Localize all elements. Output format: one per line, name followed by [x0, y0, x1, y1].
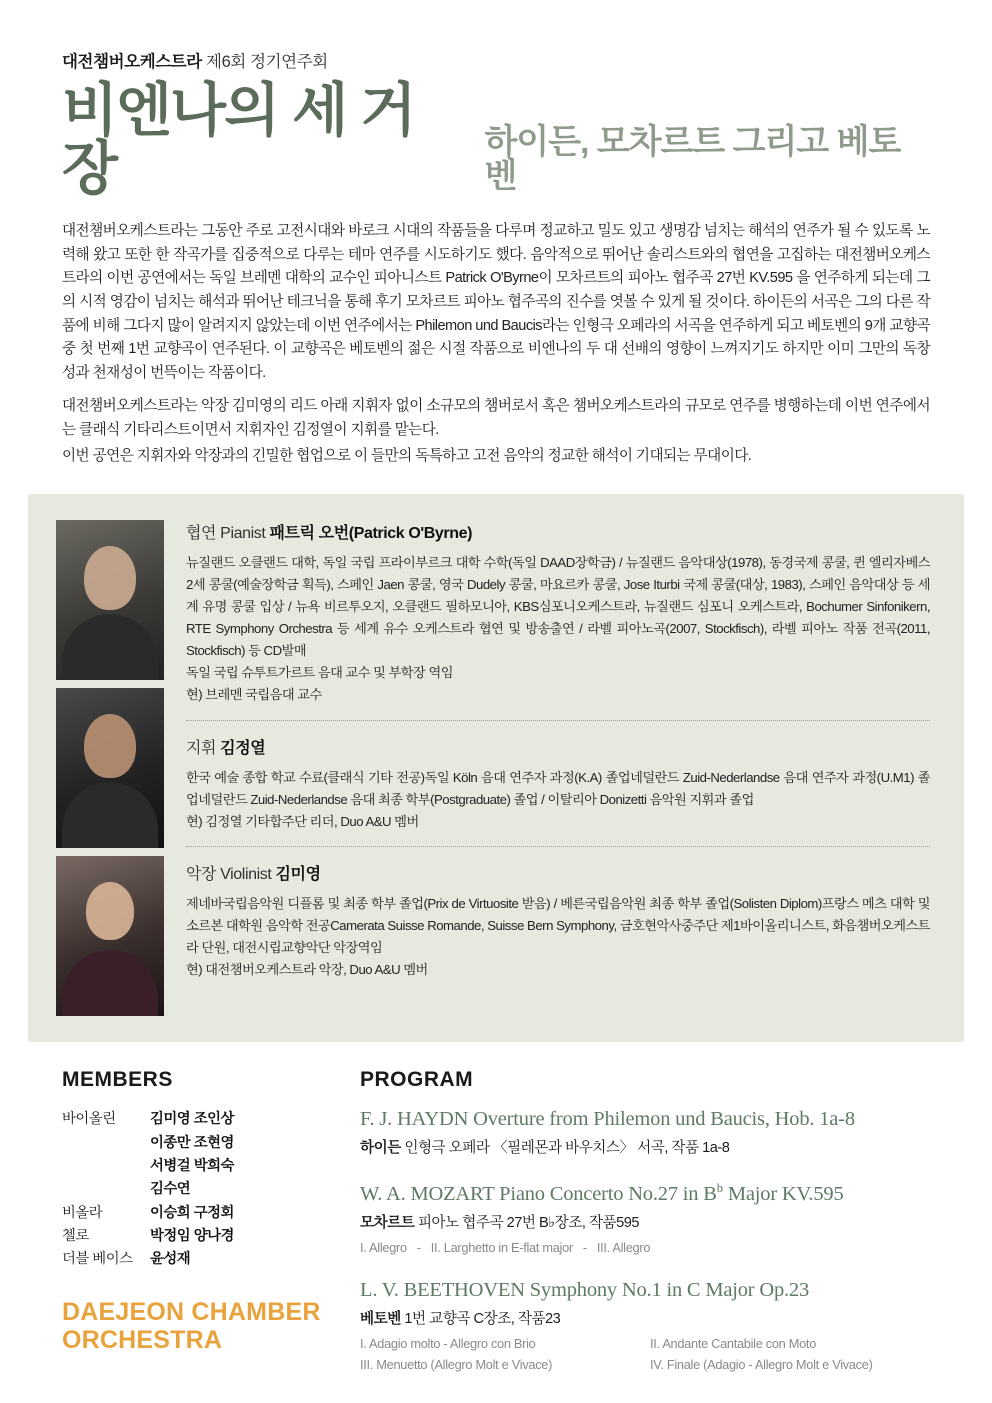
kicker-organization: 대전챔버오케스트라 — [62, 53, 202, 71]
portrait-body — [62, 950, 158, 1016]
portrait-body — [62, 614, 158, 680]
work-subtitle-kr: 1번 교향곡 C장조, 작품23 — [404, 1311, 561, 1328]
member-names: 김수연 — [150, 1181, 191, 1198]
member-part-label: 비올라 — [62, 1204, 103, 1221]
artist-role-en: Violinist — [220, 866, 272, 884]
artist-bio — [186, 767, 930, 833]
member-names: 김미영 조인상 — [150, 1111, 234, 1128]
member-part-label: 바이올린 — [62, 1111, 116, 1128]
program-work-mozart — [360, 1181, 952, 1255]
logo-line-1: DAEJEON CHAMBER — [62, 1297, 321, 1326]
artist-bio — [186, 893, 930, 981]
member-names: 박정임 양나경 — [150, 1228, 234, 1245]
artists-panel — [28, 494, 964, 1042]
work-title-en-post: Major KV.595 — [722, 1183, 844, 1206]
movement-separator: - — [582, 1240, 587, 1256]
artist-bio-line: 현) 대전챔버오케스트라 악장, Duo A&U 멤버 — [186, 962, 428, 978]
artist-bio-main: 뉴질랜드 오클랜드 대학, 독일 국립 프라이부르크 대학 수학(독일 DAAD장학금) / 뉴질랜드 음악대상(1978), 동경국제 콩쿨, 퀸 엘리자베스 2세 콩쿨(예술장학금 획득), 스페인 Jaen 콩쿨, 영국 Dudely 콩쿨, 마요르카 콩쿨, Jose Iturbi 국제 콩쿨(대상, 1983), 스페인 음악대상 등 세계 유명 콩쿨 입상 / 뉴욕 비르투오지, 오클랜드 필하모니아, KBS심포니오케스트라, 뉴질랜드 심포니 오케스트라, Bochumer Sinfonikern, RTE Symphony Orchestra 등 세계 유수 오케스트라 협연 및 방송출연 / 라벨 피아노곡(2007, Stockfisch), 라벨 피아노 작품 전곡(2011, Stockfisch) 등 CD발매 — [186, 555, 930, 659]
members-section — [62, 1068, 330, 1396]
artist-heading — [186, 520, 930, 543]
movement: II. Andante Cantabile con Moto — [650, 1336, 817, 1352]
work-subtitle-kr: 인형극 오페라 〈필레몬과 바우치스〉 서곡, 작품 1a-8 — [404, 1140, 730, 1157]
member-row — [62, 1225, 330, 1248]
member-part-label: 더블 베이스 — [62, 1251, 133, 1268]
artist-bio-main: 제네바국립음악원 디플롬 및 최종 학부 졸업(Prix de Virtuosite 받음) / 베른국립음악원 최종 학부 졸업(Solisten Diplom)프랑스 메츠 대학 및 소르본 대학원 음악학 전공Camerata Suisse Romande, Suisse Bern Symphony, 금호현악사중주단 제1바이올리니스트, 화음챔버오케스트라 단원, 대전시립교향악단 악장역임 — [186, 896, 930, 956]
work-title-flat-superscript: b — [716, 1181, 723, 1196]
portrait-conductor — [56, 688, 164, 848]
artist-role-en: Pianist — [220, 525, 266, 543]
movement-separator: - — [416, 1240, 421, 1256]
member-names: 윤성재 — [150, 1251, 191, 1268]
member-row — [62, 1178, 330, 1201]
artist-name: 패트릭 오번(Patrick O'Byrne) — [269, 525, 473, 543]
artist-bio-line: 현) 브레멘 국립음대 교수 — [186, 686, 322, 702]
movement: I. Allegro — [360, 1240, 407, 1256]
artist-bio-line: 독일 국립 슈투트가르트 음대 교수 및 부학장 역임 — [186, 664, 453, 680]
portrait-pianist — [56, 520, 164, 680]
program-work-beethoven — [360, 1279, 952, 1372]
portrait-face — [84, 546, 136, 610]
artist-bio-column — [164, 520, 930, 1016]
artist-heading — [186, 861, 930, 884]
work-subtitle-kr: 피아노 협주곡 27번 B♭장조, 작품595 — [417, 1215, 639, 1232]
portrait-face — [84, 714, 136, 778]
artist-bio-line: 현) 김정열 기타합주단 리더, Duo A&U 멤버 — [186, 813, 419, 829]
work-title-kr — [360, 1211, 952, 1232]
work-title-en: F. J. HAYDN Overture from Philemon und Baucis, Hob. 1a-8 — [360, 1108, 855, 1131]
artist-name: 김정열 — [220, 739, 266, 757]
movement: III. Menuetto (Allegro Molt e Vivace) — [360, 1357, 553, 1373]
artist-bio-main: 한국 예술 종합 학교 수료(클래식 기타 전공)독일 Köln 음대 연주자 과정(K.A) 졸업네덜란드 Zuid-Nederlandse 음대 연주자 과정(U.M1) 졸업네덜란드 Zuid-Nederlandse 음대 최종 학부(Postgraduate) 졸업 / 이탈리아 Donizetti 음악원 지휘과 졸업 — [186, 769, 930, 807]
member-names: 이종만 조현영 — [150, 1134, 234, 1151]
portrait-body — [62, 782, 158, 848]
program-work-haydn — [360, 1108, 952, 1157]
kicker-edition: 제6회 정기연주회 — [206, 53, 328, 71]
artist-entry-pianist — [186, 520, 930, 715]
page-subtitle: 하이든, 모차르트 그리고 베토벤 — [484, 123, 901, 195]
artist-role-kr: 악장 — [186, 866, 217, 884]
member-names: 서병걸 박희숙 — [150, 1158, 234, 1175]
artist-entry-concertmaster — [186, 846, 930, 991]
intro-paragraph-1: 대전챔버오케스트라는 그동안 주로 고전시대와 바로크 시대의 작품들을 다루며 정교하고 밀도 있고 생명감 넘치는 해석의 연주가 될 수 있도록 노력해 왔고 또한 한 작곡가를 집중적으로 다루는 테마 연주를 시도하기도 했다. 음악적으로 뛰어난 솔리스트와의 협연을 고집하는 대전챔버오케스트라의 이번 공연에서는 독일 브레멘 대학의 교수인 피아니스트 Patrick O'Byrne이 모차르트의 피아노 협주곡 27번 KV.595 을 연주하게 되는데 그의 시적 영감이 넘치는 해석과 뛰어난 테크닉을 통해 후기 모차르트 피아노 협주곡의 진수를 엿볼 수 있게 될 것이다. 하이든의 서곡은 그의 다른 작품에 비해 그다지 많이 알려지지 않았는데 이번 연주에서는 Philemon und Baucis라는 인형극 오페라의 서곡을 연주하게 되고 베토벤의 9개 교향곡 중 첫 번째 1번 교향곡이 연주된다. 이 교향곡은 베토벤의 젊은 시절 작품으로 비엔나의 두 대 선배의 영향이 느껴지기도 하지만 이미 그만의 독창성과 천재성이 번뜩이는 작품이다. — [62, 223, 930, 381]
artist-bio — [186, 552, 930, 705]
work-composer-kr: 모차르트 — [360, 1215, 415, 1232]
header — [0, 0, 992, 201]
intro-paragraph-3: 이번 공연은 지휘자와 악장과의 긴밀한 협업으로 이 들만의 독특하고 고전 음악의 정교한 해석이 기대되는 무대이다. — [62, 447, 752, 464]
member-row — [62, 1132, 330, 1155]
work-composer-kr: 베토벤 — [360, 1311, 401, 1328]
member-part-label: 첼로 — [62, 1228, 89, 1245]
work-composer-kr: 하이든 — [360, 1140, 401, 1157]
work-title-kr — [360, 1307, 952, 1328]
artist-photo-column — [56, 520, 164, 1016]
member-names: 이승희 구정회 — [150, 1204, 234, 1221]
logo-line-2: ORCHESTRA — [62, 1325, 223, 1354]
bottom-section — [0, 1042, 992, 1396]
member-row — [62, 1202, 330, 1225]
portrait-face — [86, 882, 134, 940]
movement: II. Larghetto in E-flat major — [430, 1240, 573, 1256]
page-title: 비엔나의 세 거장 — [62, 78, 415, 201]
work-movements — [360, 1240, 952, 1255]
work-movements — [360, 1336, 952, 1372]
kicker — [62, 48, 930, 72]
artist-name: 김미영 — [275, 866, 321, 884]
title-row — [62, 78, 930, 201]
member-row — [62, 1248, 330, 1271]
work-title-en: L. V. BEETHOVEN Symphony No.1 in C Major Op.23 — [360, 1279, 810, 1302]
members-title: MEMBERS — [62, 1068, 173, 1092]
artist-entry-conductor — [186, 720, 930, 843]
artist-heading — [186, 735, 930, 758]
artist-role-kr: 협연 — [186, 525, 217, 543]
portrait-concertmaster — [56, 856, 164, 1016]
program-section — [350, 1068, 952, 1396]
movement: III. Allegro — [596, 1240, 651, 1256]
member-row — [62, 1155, 330, 1178]
intro-section — [0, 198, 992, 468]
movement: I. Adagio molto - Allegro con Brio — [360, 1336, 536, 1352]
movement: IV. Finale (Adagio - Allegro Molt e Vivace) — [650, 1357, 873, 1373]
orchestra-logo — [62, 1298, 330, 1354]
program-title: PROGRAM — [360, 1068, 474, 1092]
intro-paragraph-2: 대전챔버오케스트라는 악장 김미영의 리드 아래 지휘자 없이 소규모의 챔버로서 혹은 챔버오케스트라의 규모로 연주를 병행하는데 이번 연주에서는 클래식 기타리스트이면서 지휘자인 김정열이 지휘를 맡는다. — [62, 398, 930, 439]
member-row — [62, 1108, 330, 1131]
artist-role-kr: 지휘 — [186, 739, 217, 757]
work-title-en — [360, 1181, 952, 1206]
work-title-en-pre: W. A. MOZART Piano Concerto No.27 in B — [360, 1183, 717, 1206]
work-title-kr — [360, 1136, 952, 1157]
